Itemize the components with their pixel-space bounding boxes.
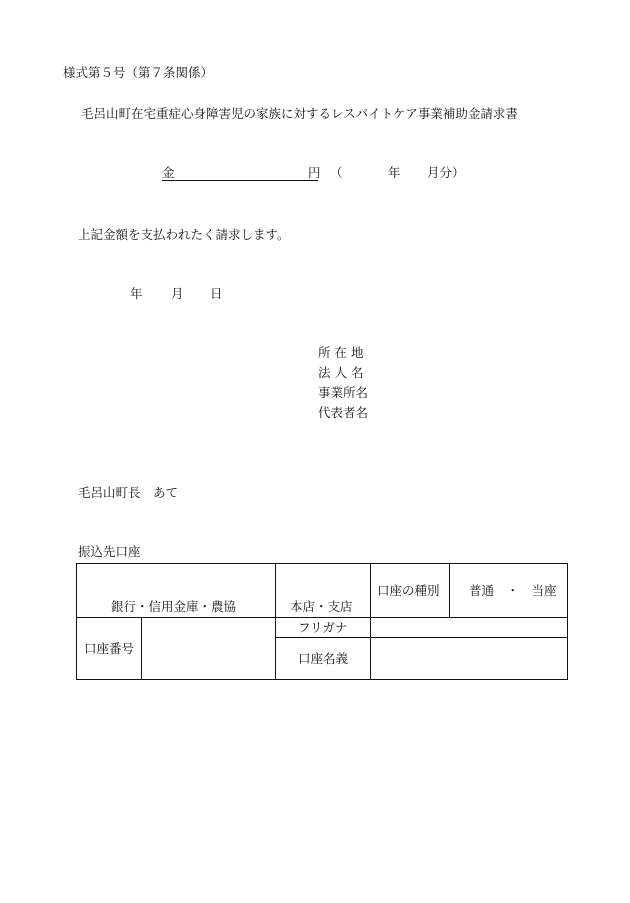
location-label: 所 在 地 — [318, 345, 364, 360]
account-type-label-cell — [370, 563, 450, 618]
bank-name-label: 銀行・信用金庫・農協 — [111, 599, 237, 614]
form-number: 様式第５号（第７条関係） — [63, 65, 214, 80]
bank-name-cell[interactable] — [76, 563, 276, 618]
account-number-field[interactable] — [141, 617, 276, 680]
account-type-cell[interactable] — [449, 563, 568, 618]
branch-cell[interactable] — [275, 563, 371, 618]
account-type-options: 普通 ・ 当座 — [469, 583, 557, 598]
furigana-label-cell — [275, 617, 371, 638]
amount-open-paren: （ — [330, 165, 343, 180]
account-holder-label-cell — [275, 637, 371, 680]
account-number-label-cell — [76, 617, 142, 680]
account-number-label: 口座番号 — [84, 641, 135, 656]
bank-account-heading: 振込先口座 — [78, 544, 141, 559]
account-holder-field[interactable] — [370, 637, 568, 680]
addressee: 毛呂山町長 あて — [78, 485, 179, 500]
document-title: 毛呂山町在宅重症心身障害児の家族に対するレスパイトケア事業補助金請求書 — [81, 106, 518, 121]
amount-kin-label: 金 — [162, 165, 175, 180]
amount-underline — [162, 180, 318, 181]
date-day-label: 日 — [210, 286, 223, 301]
date-year-label: 年 — [130, 286, 143, 301]
furigana-field[interactable] — [370, 617, 568, 638]
office-name-label: 事業所名 — [318, 385, 369, 400]
request-statement: 上記金額を支払われたく請求します。 — [78, 227, 290, 242]
bank-account-table — [76, 563, 568, 680]
representative-name-label: 代表者名 — [318, 405, 369, 420]
furigana-label: フリガナ — [298, 620, 348, 635]
account-holder-label: 口座名義 — [298, 651, 349, 666]
amount-year-label: 年 — [388, 165, 401, 180]
amount-yen-label: 円 — [308, 165, 321, 180]
date-month-label: 月 — [171, 286, 184, 301]
corporation-name-label: 法 人 名 — [318, 365, 364, 380]
account-type-label: 口座の種別 — [377, 583, 440, 598]
amount-month-label: 月分） — [427, 165, 465, 180]
branch-label: 本店・支店 — [290, 599, 353, 614]
